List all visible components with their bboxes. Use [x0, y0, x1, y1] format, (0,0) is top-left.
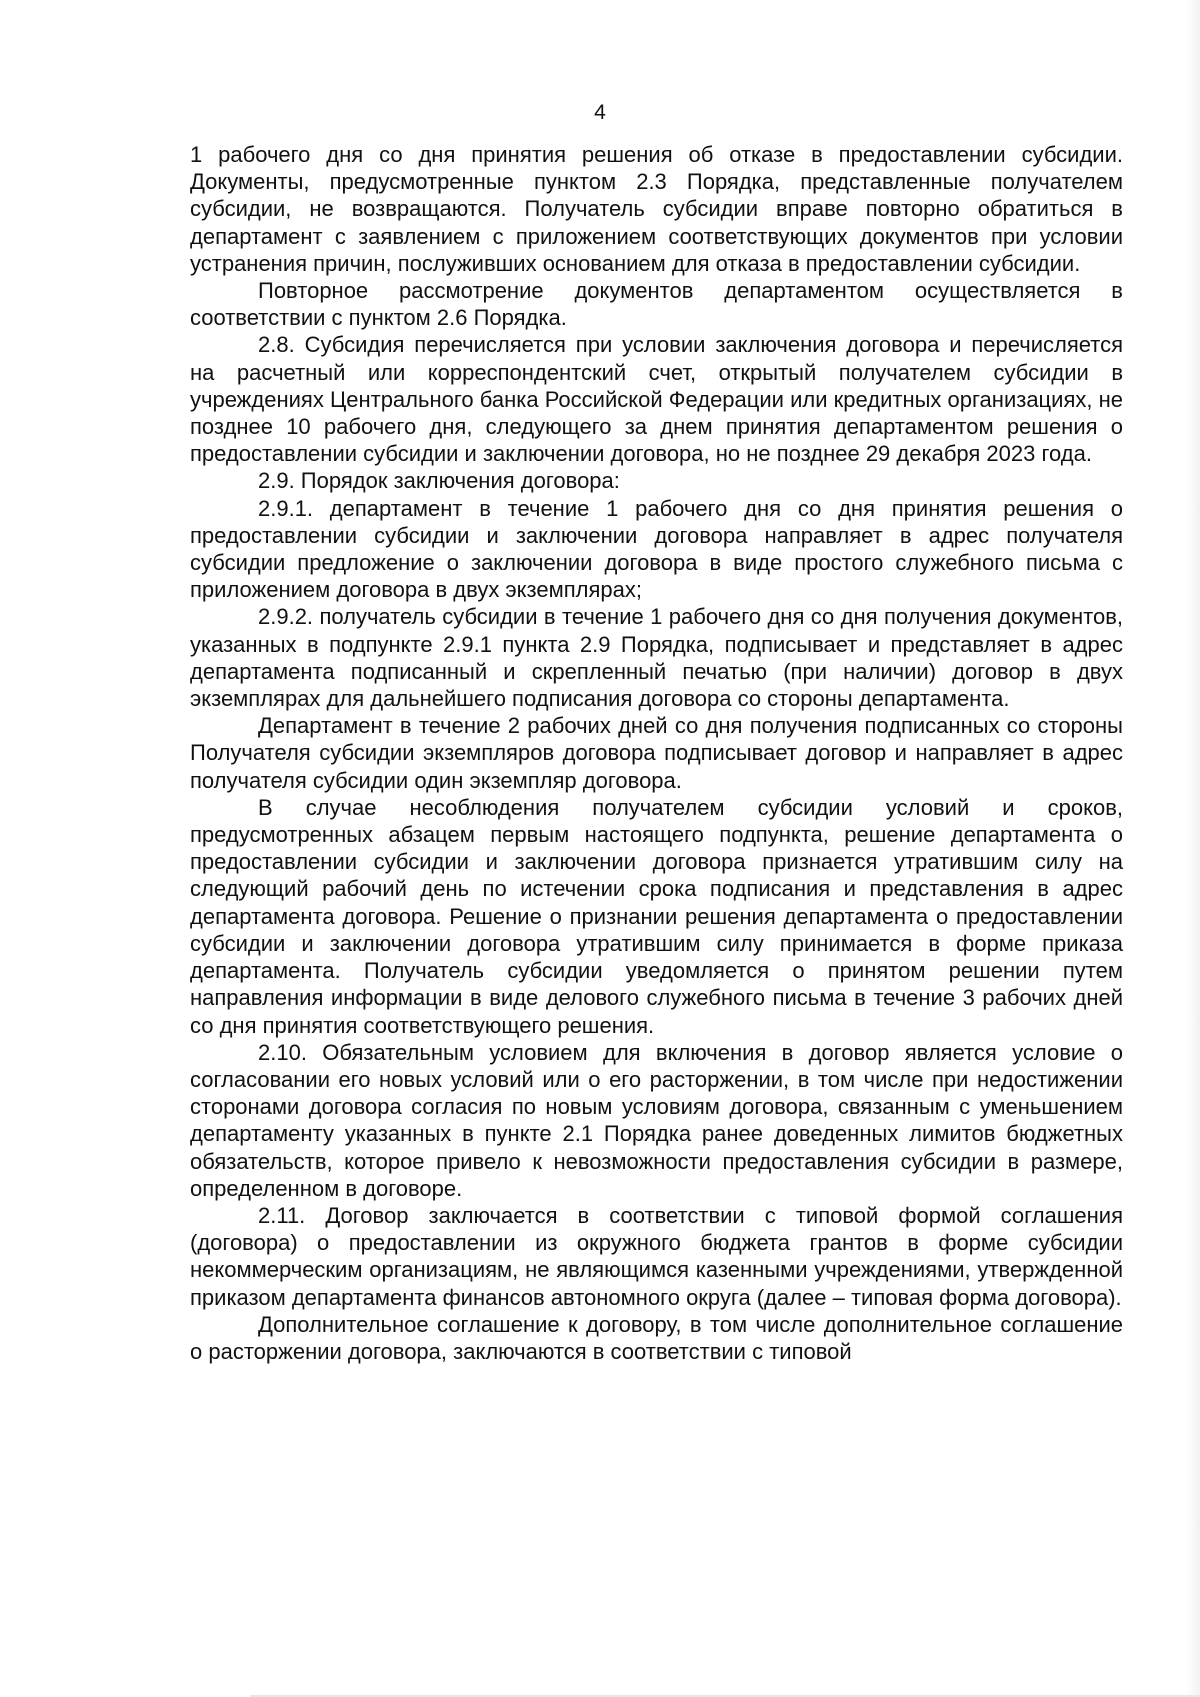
paragraph-additional-agreement: Дополнительное соглашение к договору, в том числе дополнительное соглашение о расторжении договора, заключаются в соответствии с типовой	[190, 1311, 1123, 1364]
paragraph-2-11: 2.11. Договор заключается в соответствии с типовой формой соглашения (договора) о предоставлении из окружного бюджета грантов в форме субсидии некоммерческим организациям, не являющимся казенными учреждениями, утвержденной приказом департамента финансов автономного округа (далее – типовая форма договора).	[190, 1202, 1123, 1310]
paragraph-repeat-review: Повторное рассмотрение документов департаментом осуществляется в соответствии с пунктом 2.6 Порядка.	[190, 278, 1123, 331]
paragraph-refusal-continuation: 1 рабочего дня со дня принятия решения об отказе в предоставлении субсидии. Документы, предусмотренные пунктом 2.3 Порядка, представленные получателем субсидии, не возвращаются. Получатель субсидии вправе повторно обратиться в департамент с заявлением с приложением соответствующих документов при условии устранения причин, послуживших основанием для отказа в предоставлении субсидии.	[190, 142, 1123, 276]
document-body	[190, 141, 1123, 1365]
paragraph-2-10: 2.10. Обязательным условием для включения в договор является условие о согласовании его новых условий или о его расторжении, в том числе при недостижении сторонами договора согласия по новым условиям договора, связанным с уменьшением департаменту указанных в пункте 2.1 Порядка ранее доведенных лимитов бюджетных обязательств, которое привело к невозможности предоставления субсидии в размере, определенном в договоре.	[190, 1039, 1123, 1201]
paragraph-2-9: 2.9. Порядок заключения договора:	[258, 468, 620, 494]
page-number: 4	[594, 101, 606, 124]
paragraph-2-9-1: 2.9.1. департамент в течение 1 рабочего дня со дня принятия решения о предоставлении субсидии и заключении договора направляет в адрес получателя субсидии предложение о заключении договора в виде простого служебного письма с приложением договора в двух экземплярах;	[190, 495, 1123, 603]
scan-right-edge	[1186, 0, 1200, 1697]
paragraph-noncompliance: В случае несоблюдения получателем субсидии условий и сроков, предусмотренных абзацем первым настоящего подпункта, решение департамента о предоставлении субсидии и заключении договора признается утратившим силу на следующий рабочий день по истечении срока подписания и представления в адрес департамента договора. Решение о признании решения департамента о предоставлении субсидии и заключении договора утратившим силу принимается в форме приказа департамента. Получатель субсидии уведомляется о принятом решении путем направления информации в виде делового служебного письма в течение 3 рабочих дней со дня принятия соответствующего решения.	[190, 794, 1123, 1038]
paragraph-2-9-2: 2.9.2. получатель субсидии в течение 1 рабочего дня со дня получения документов, указанных в подпункте 2.9.1 пункта 2.9 Порядка, подписывает и представляет в адрес департамента подписанный и скрепленный печатью (при наличии) договор в двух экземплярах для дальнейшего подписания договора со стороны департамента.	[190, 604, 1123, 712]
paragraph-department-signing: Департамент в течение 2 рабочих дней со дня получения подписанных со стороны Получателя субсидии экземпляров договора подписывает договор и направляет в адрес получателя субсидии один экземпляр договора.	[190, 713, 1123, 793]
paragraph-2-8: 2.8. Субсидия перечисляется при условии заключения договора и перечисляется на расчетный или корреспондентский счет, открытый получателем субсидии в учреждениях Центрального банка Российской Федерации или кредитных организациях, не позднее 10 рабочего дня, следующего за днем принятия департаментом решения о предоставлении субсидии и заключении договора, но не позднее 29 декабря 2023 года.	[190, 332, 1123, 467]
